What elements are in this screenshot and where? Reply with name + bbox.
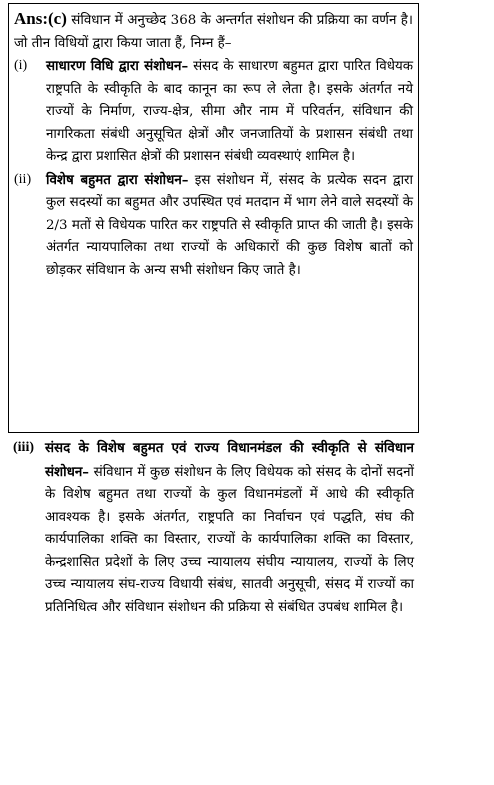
item-heading: संसद के विशेष बहुमत एवं राज्य विधानमंडल की स्वीकृति से संविधान संशोधन– — [45, 440, 414, 480]
item-text — [45, 437, 414, 619]
answer-label: Ans:(c) — [14, 9, 67, 28]
continuation-block — [8, 435, 419, 625]
item-number: (ii) — [14, 171, 32, 187]
item-text — [46, 55, 413, 169]
item-heading: विशेष बहुमत द्वारा संशोधन– — [46, 171, 189, 188]
item-body: इस संशोधन में, संसद के प्रत्येक सदन द्वारा कुल सदस्यों का बहुमत और उपस्थित एवं मतदान में भाग लेने वाले सदस्यों के 2/3 मतों से विधेयक पारित कर राष्ट्रपति से स्वीकृति प्राप्त की जाती है। इसके अंतर्गत न्यायपालिका तथा राज्यों के अधिकारों की कुछ विशेष बातों को छोड़कर संविधान के अन्य सभी संशोधन किए जाते है। — [46, 172, 413, 278]
list-item — [14, 169, 413, 283]
item-body: संविधान में कुछ संशोधन के लिए विधेयक को संसद के दोनों सदनों के विशेष बहुमत तथा राज्यों के कुल विधानमंडलों में आधे की स्वीकृति आवश्यक है। इसके अंतर्गत, राष्ट्रपति का निर्वाचन एवं पद्धति, संघ की कार्यपालिका शक्ति का विस्तार, राज्यों के कार्यपालिका शक्ति का विस्तार, केन्द्रशासित प्रदेशों के लिए उच्च न्यायालय संघीय न्यायालय, राज्यों के लिए उच्च न्यायालय संघ-राज्य विधायी संबंध, सातवी अनुसूची, संसद में राज्यों का प्रतिनिधित्व और संविधान संशोधन की प्रक्रिया से संबंधित उपबंध शामिल है। — [45, 464, 414, 615]
item-text — [46, 169, 413, 283]
item-heading: साधारण विधि द्वारा संशोधन– — [46, 58, 189, 74]
item-number: (i) — [14, 58, 28, 73]
answer-box — [8, 3, 419, 433]
answer-intro — [14, 8, 413, 55]
list-item — [14, 55, 413, 169]
item-number: (iii) — [13, 440, 34, 455]
item-body: संसद के साधारण बहुमत द्वारा पारित विधेयक राष्ट्रपति के स्वीकृति के बाद कानून का रूप ले लेता है। इसके अंतर्गत नये राज्यों के निर्माण, राज्य-क्षेत्र, सीमा और नाम में परिवर्तन, संविधान की नागरिकता संबंधी अनुसूचित क्षेत्रों और जनजातियों के प्रशासन संबंधी तथा केन्द्र द्वारा प्रशासित क्षेत्रों की प्रशासन संबंधी व्यवस्थाएं शामिल है। — [46, 59, 414, 164]
answer-intro-text: संविधान में अनुच्छेद 368 के अन्तर्गत संशोधन की प्रक्रिया का वर्णन है। जो तीन विधियों द्वारा किया जाता हैं, निम्न हैं– — [14, 13, 413, 51]
list-item — [13, 437, 414, 619]
